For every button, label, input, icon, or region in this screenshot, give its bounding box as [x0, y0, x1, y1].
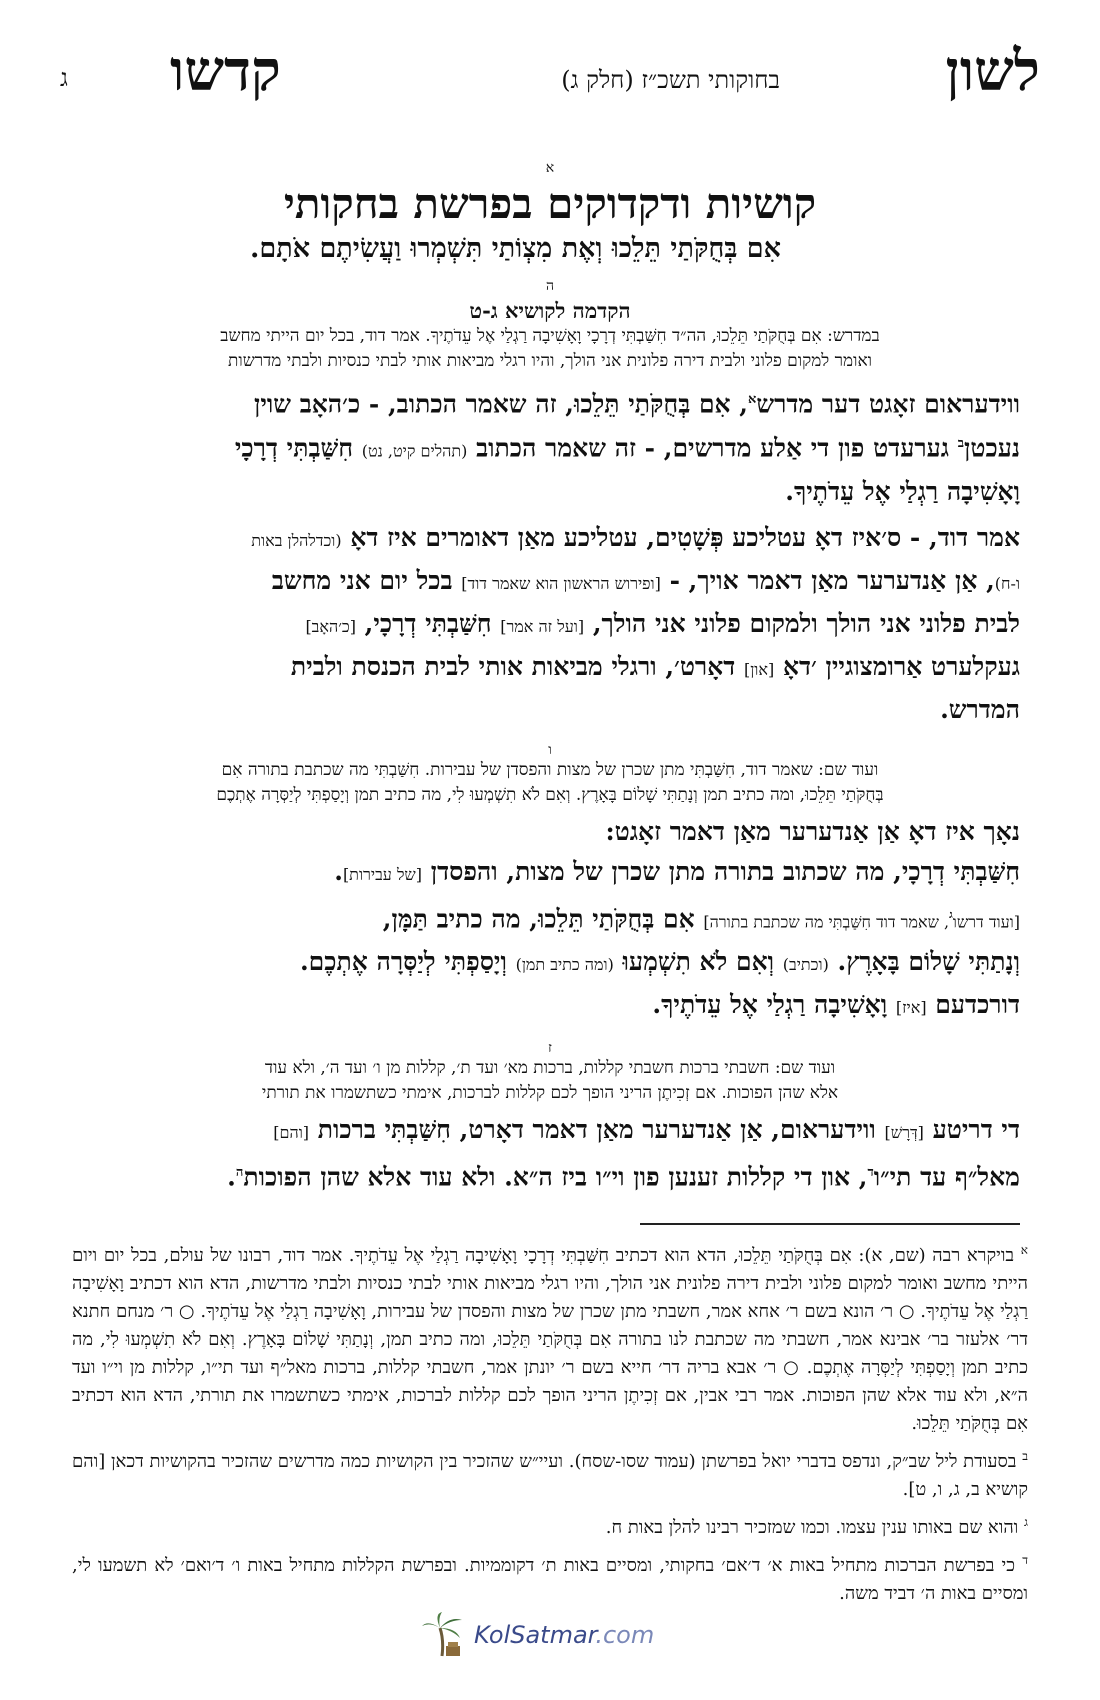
section-marker: ה: [545, 278, 555, 294]
palm-tree-icon: [420, 1612, 468, 1658]
text-line: וְנָתַתִּי שָׁלוֹם בָּאָרֶץ. (וכתיב) וְאִם לֹא תִשְׁמְעוּ (ומה כתיב תמן) וְיָסַפְתִּי לְיַסְּרָה אֶתְכֶם.: [299, 946, 1020, 976]
site-logo: [420, 1612, 654, 1658]
footnote: $^ג$ והוא שם באותו ענין עצמו. וכמו שמזכיר רבינו להלן באות ח.: [605, 1515, 1028, 1538]
paragraph: [80, 812, 1020, 1028]
source-line: ועוד שם: שאמר דוד, חִשַּׁבְתִּי מתן שכרן של מצות והפסדן של עבירות. חִשַּׁבְתִּי מה שכתבת בתורה אִם: [221, 759, 879, 780]
footnote: $^ד$ כי בפרשת הברכות מתחיל באות א׳ ד׳אם׳ בחקותי, ומסיים באות ת׳ דקוממיות. ובפרשת הקללות מתחיל באות ו׳ ד׳ואם׳ לא תשמעו לי, ומסיים באות ה׳ דביד משה.: [72, 1553, 1028, 1604]
text-line: אמר דוד, - ס׳איז דאָ עטליכע פְּשָׁטִים, עטליכע מאַן דאומרים איז דאָ (וכדלהלן באות: [251, 522, 1020, 552]
footnote: $^א$ בויקרא רבה (שם, א): אִם בְּחֻקֹּתַי תֵּלֵכוּ, הדא הוא דכתיב חִשַּׁבְתִּי דְרָכָי וָאָשִׁיבָה רַגְלַי אֶל עֵדֹתֶיךָ. אמר דוד, רבונו של עולם, בכל יום ויום הייתי מחשב ואומר למקום פלוני ולבית דירה פלונית אני הולך, והיו רגלי מביאות אותי לבתי כנסיות ולבתי מדרשות, הדא הוא דכתיב וָאָשִׁיבָה רַגְלַי אֶל עֵדֹתֶיךָ. ○ ר׳ הונא בשם ר׳ אחא אמר, חשבתי מתן שכרן של מצות והפסדן של עבירות, וָאָשִׁיבָה רַגְלַי אֶל עֵדֹתֶיךָ. ○ ר׳ מנחם חתנא דר׳ אלעזר בר׳ אבינא אמר, חשבתי מה שכתבת לנו בתורה אִם בְּחֻקֹּתַי תֵּלֵכוּ, ומה כתיב תמן, וְנָתַתִּי שָׁלוֹם בָּאָרֶץ. וְאִם לֹא תִשְׁמְעוּ לִי, מה כתיב תמן וְיָסַפְתִּי לְיַסְּרָה אֶתְכֶם. ○ ר׳ אבא בריה דר׳ חייא בשם ר׳ יונתן אמר, חשבתי קללות, ברכות מאל״ף ועד תי״ו, קללות מן וי״ו ועד ה״א, ולא עוד אלא שהן הפוכות. אמר רבי אבין, אם זְכִיתֶן הריני הופך לכם קללות לברכות, אימתי כשתשמרו את תורתי, הדא הוא דכתיב אִם בְּחֻקֹּתַי תֵּלֵכוּ.: [72, 1243, 1029, 1434]
intro-heading: הקדמה לקושיא ג-ט: [469, 298, 631, 323]
header-title-left: קדשו: [170, 38, 281, 104]
source-line: ואומר למקום פלוני ולבית דירה פלונית אני הולך, והיו רגלי מביאות אותי לבתי כנסיות ולבתי מדרשות: [228, 351, 872, 371]
header-title-right: לשון: [945, 38, 1040, 104]
text-line: נאָך איז דאָ אַן אַנדערער מאַן דאמר זאָגט:: [605, 816, 1020, 846]
text-line: מאל״ף עד תי״ו$^ד$, און די קללות זענען פון וי״ו ביז ה״א. ולא עוד אלא שהן הפוכות$^ה$.: [227, 1162, 1020, 1192]
paragraph: [80, 380, 1020, 730]
text-line: [ועוד דרשו$^ג$, שאמר דוד חִשַּׁבְתִּי מה שכתבת בתורה] אִם בְּחֻקֹּתַי תֵּלֵכוּ, מה כתיב תַּמָּן,: [382, 903, 1020, 933]
source-line: ועוד שם: חשבתי ברכות חשבתי קללות, ברכות מא׳ ועד ת׳, קללות מן ו׳ ועד ה׳, ולא עוד: [264, 1057, 836, 1078]
text-line: לבית פלוני אני הולך ולמקום פלוני אני הולך, [ועל זה אמר] חִשַּׁבְתִּי דְרָכָי, [כ׳האָב]: [305, 608, 1020, 638]
section-marker: ז: [548, 1039, 552, 1056]
section-marker: א: [545, 160, 555, 176]
footnotes: [72, 1236, 1028, 1612]
logo-text: KolSatmar.com: [474, 1621, 655, 1649]
text-line: ו-ח), אַן אַנדערער מאַן דאמר אויך, - [ופירוש הראשון הוא שאמר דוד] בכל יום אני מחשב: [271, 565, 1020, 595]
section-title: קושיות ודקדוקים בפרשת בחקותי: [283, 179, 817, 228]
text-line: געקלערט אַרומצוגיין ׳דאָ [און] דאָרט׳, ורגלי מביאות אותי לבית הכנסת ולבית: [290, 651, 1020, 681]
text-line: חִשַּׁבְתִּי דְרָכָי, מה שכתוב בתורה מתן שכרן של מצות, והפסדן [של עבירות].: [334, 856, 1020, 886]
source-line: במדרש: אִם בְּחֻקֹּתַי תֵּלֵכוּ, הה״ד חִשַּׁבְתִּי דְרָכָי וָאָשִׁיבָה רַגְלַי אֶל עֵדֹתֶיךָ. אמר דוד, בכל יום הייתי מחשב: [220, 326, 880, 346]
main-text: [80, 160, 1020, 1197]
source-line: בְּחֻקֹּתַי תֵּלֵכוּ, ומה כתיב תמן וְנָתַתִּי שָׁלוֹם בָּאָרֶץ. וְאִם לֹא תִשְׁמְעוּ לִי, מה כתיב תמן וְיָסַפְתִּי לְיַסְּרָה אֶתְכֶם: [216, 784, 884, 805]
footnote: $^ב$ בסעודת ליל שב״ק, ונדפס בדברי יואל בפרשתן (עמוד שסו-שסח). ועיי״ש שהזכיר בין הקושיות כמה מדרשים שהזכיר בהקושיות דכאן [והם קושיא ב, ג, ו, ט].: [72, 1449, 1028, 1500]
text-line: המדרש.: [940, 694, 1020, 724]
section-marker: ו: [548, 741, 552, 758]
text-line: נעכטן$^ב$ גערעדט פון די אַלע מדרשים, - זה שאמר הכתוב (תהלים קיט, נט) חִשַּׁבְתִּי דְרָכָי: [234, 433, 1020, 463]
text-line: וָאָשִׁיבָה רַגְלַי אֶל עֵדֹתֶיךָ.: [785, 476, 1020, 506]
text-line: ווידעראום זאָגט דער מדרש$^א$, אִם בְּחֻקֹּתַי תֵּלֵכוּ, זה שאמר הכתוב, - כ׳האָב שוין: [253, 389, 1020, 419]
paragraph: [80, 1110, 1020, 1197]
page-number: ג: [60, 64, 68, 92]
text-line: די דריטע [דְּרָשׁ] ווידעראום, אַן אַנדערער מאַן דאמר דאָרט, חִשַּׁבְתִּי ברכות [והם]: [273, 1114, 1020, 1144]
page-header: [60, 38, 1040, 108]
footnote-separator: [640, 1223, 1020, 1225]
verse-line: אִם בְּחֻקֹּתַי תֵּלֵכוּ וְאֶת מִצְוֹתַי תִּשְׁמְרוּ וַעֲשִׂיתֶם אֹתָם.: [250, 233, 781, 264]
header-subtitle: בחוקותי תשכ״ז (חלק ג): [561, 66, 780, 94]
text-line: דורכדעם [איז] וָאָשִׁיבָה רַגְלַי אֶל עֵדֹתֶיךָ.: [652, 989, 1020, 1019]
source-line: אלא שהן הפוכות. אם זְכִיתֶן הריני הופך לכם קללות לברכות, אימתי כשתשמרו את תורתי: [261, 1082, 839, 1103]
